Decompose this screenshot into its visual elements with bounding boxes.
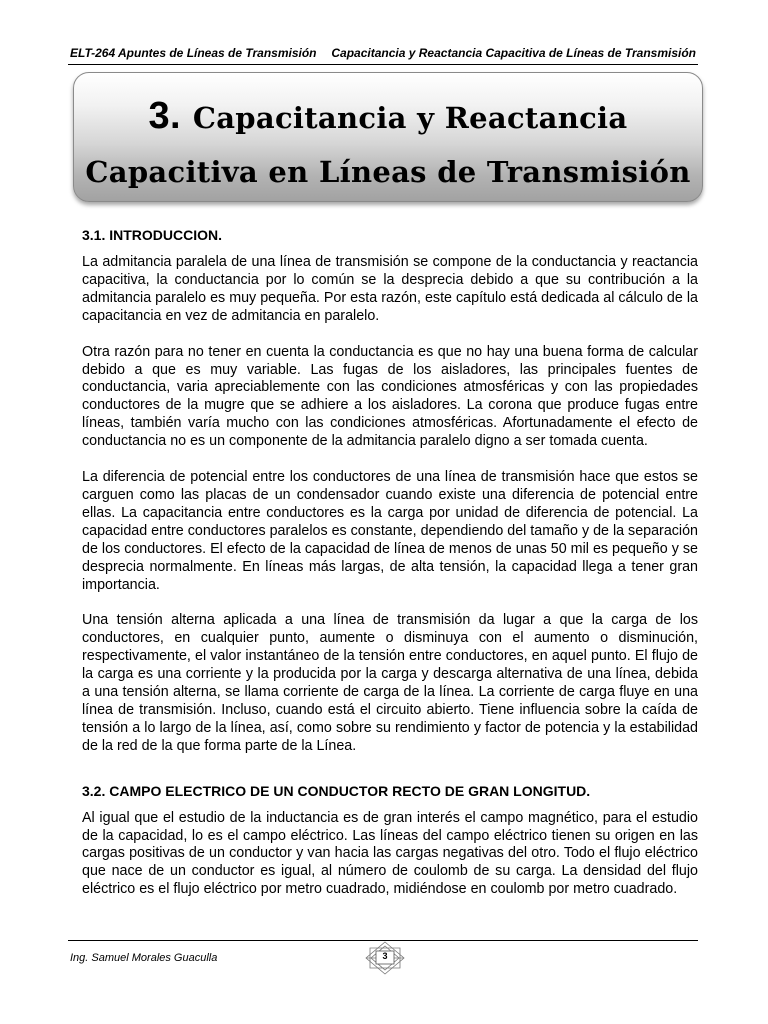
page-number-badge (364, 940, 406, 976)
footer-author: Ing. Samuel Morales Guaculla (70, 952, 218, 964)
chapter-title-text-1: Capacitancia y Reactancia (192, 101, 628, 135)
document-body (82, 226, 698, 899)
paragraph: La admitancia paralela de una línea de transmisión se compone de la conductancia y reactancia capacitiva, la conductancia por lo común se la desprecia debido a que su contribución a la admitancia paralelo es muy pequeña. Por esta razón, este capítulo está dedicada al cálculo de la capacitancia en vez de admitancia en paralelo. (82, 254, 698, 324)
page-number: 3 (382, 951, 388, 961)
paragraph: Otra razón para no tener en cuenta la conductancia es que no hay una buena forma de calcular debido a que es muy variable. Las fugas de los aisladores, las principales fuentes de conductancia, varia apreciablemente con las condiciones atmosféricas y con las propiedades conductores de la mugre que se adhiere a los aisladores. La corona que produce fugas entre líneas, también varía mucho con las condiciones atmosféricas. Afortunadamente el efecto de conductancia no es un componente de la admitancia paralelo digno a ser tomada cuenta. (82, 343, 698, 450)
header-course-title: ELT-264 Apuntes de Líneas de Transmisión (70, 46, 317, 60)
paragraph: Al igual que el estudio de la inductancia es de gran interés el campo magnético, para el estudio de la capacidad, lo es el campo eléctrico. Las líneas del campo eléctrico tienen su origen en las cargas positivas de un conductor y van hacia las cargas negativas del otro. Todo el flujo eléctrico que nace de un conductor es igual, al número de coulomb de su carga. La densidad del flujo eléctrico es el flujo eléctrico por metro cuadrado, midiéndose en coulomb por metro cuadrado. (82, 809, 698, 898)
chapter-title-banner (73, 72, 703, 202)
section-heading-introduccion: 3.1. INTRODUCCION. (82, 227, 223, 243)
paragraph: Una tensión alterna aplicada a una línea de transmisión da lugar a que la carga de los conductores, en cualquier punto, aumente o disminuya con el aumento o disminución, respectivamente, el valor instantáneo de la tensión entre conductores, en aquel punto. El flujo de la carga es una corriente y la producida por la carga y descarga alternativa de una línea, debida a una tensión alterna, se llama corriente de carga de la línea. La corriente de carga fluye en una línea de transmisión. Incluso, cuando está el circuito abierto. Tiene influencia sobre la caída de tensión a lo largo de la línea, así, como sobre su rendimiento y factor de potencia y la estabilidad de la red de la que forma parte de la Línea. (82, 612, 698, 754)
chapter-title-line-1 (74, 95, 702, 138)
paragraph: La diferencia de potencial entre los conductores de una línea de transmisión hace que estos se carguen como las placas de un condensador cuando existe una diferencia de potencial entre ellas. La capacitancia entre conductores es la carga por unidad de diferencia de potencial. La capacidad entre conductores paralelos es constante, dependiendo del tamaño y de la separación de los conductores. El efecto de la capacidad de línea de menos de unas 50 mil es pequeño y se desprecia normalmente. En líneas más largas, de alta tensión, la capacidad llega a tener gran importancia. (82, 469, 698, 593)
section-heading-campo-electrico: 3.2. CAMPO ELECTRICO DE UN CONDUCTOR RECTO DE GRAN LONGITUD. (82, 782, 591, 799)
chapter-title-line-2: Capacitiva en Líneas de Transmisión (85, 155, 691, 189)
header-rule (68, 64, 698, 65)
header-chapter-title: Capacitancia y Reactancia Capacitiva de Líneas de Transmisión (331, 46, 696, 60)
chapter-number: 3. (148, 95, 181, 137)
